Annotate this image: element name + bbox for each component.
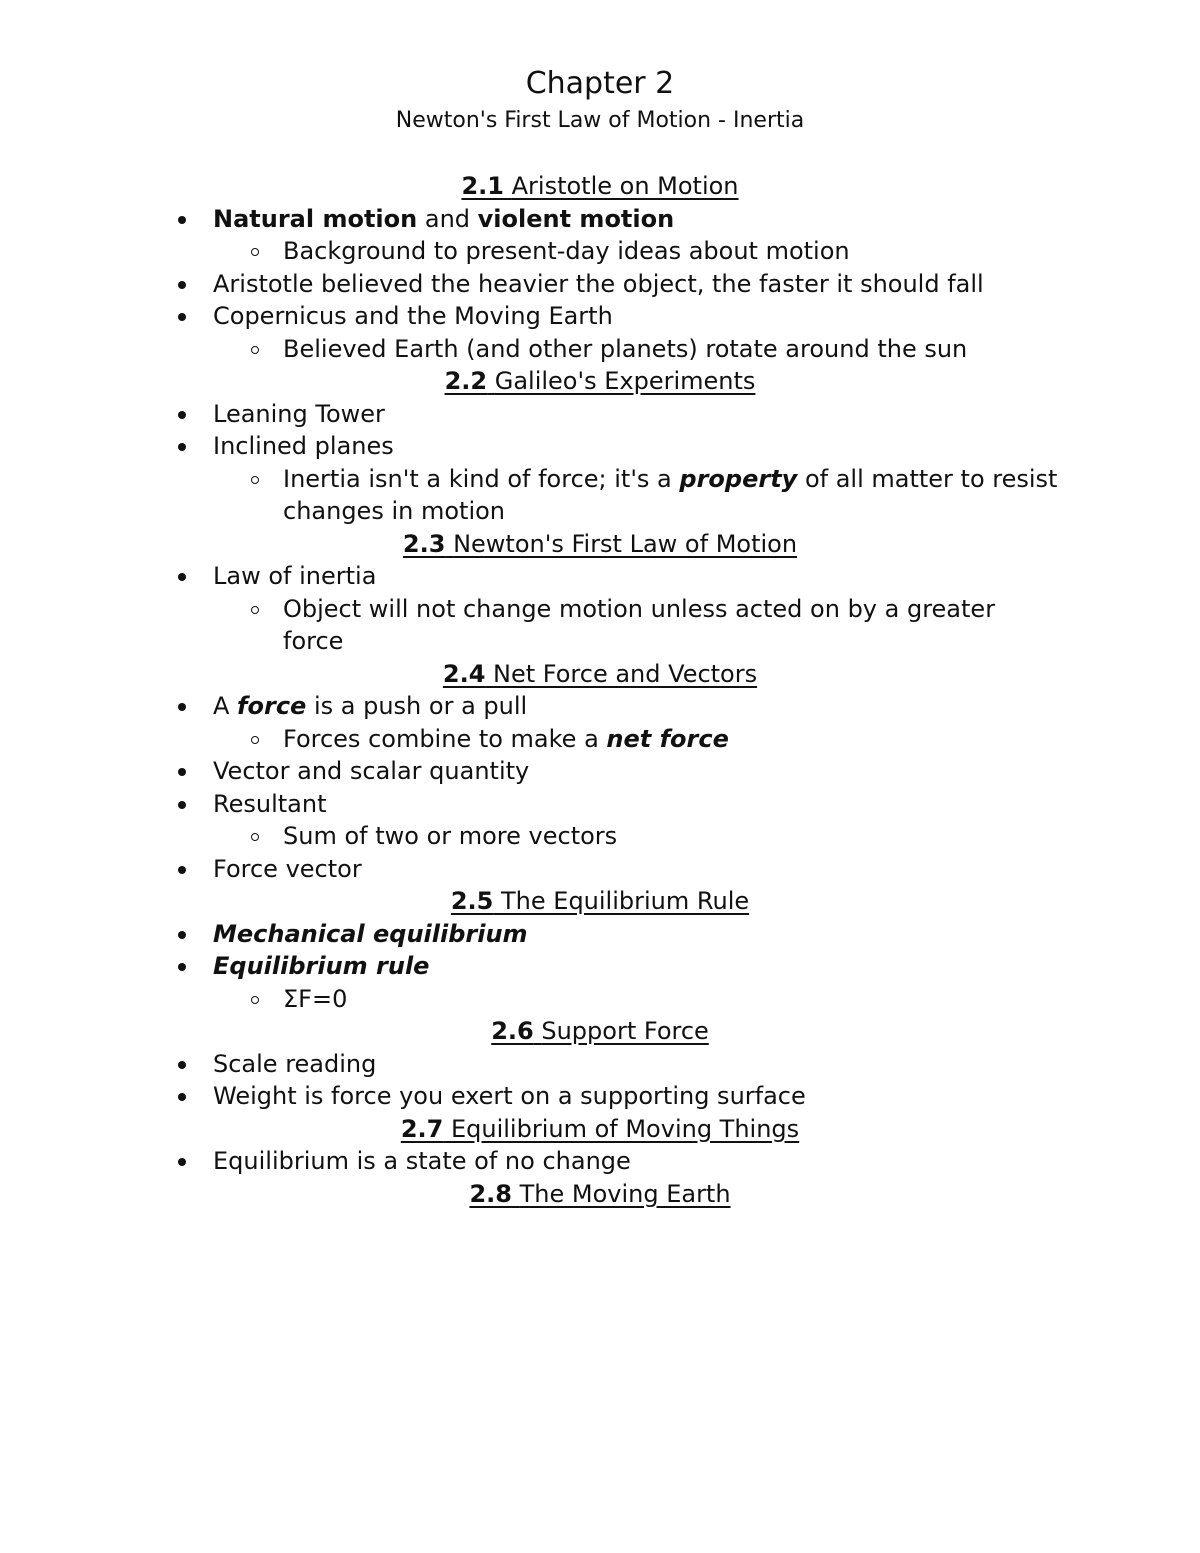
sub-list-item: ΣF=0	[0, 983, 1200, 1016]
list-item: Inclined planes	[0, 430, 1200, 463]
sub-list-item: Forces combine to make a net force	[0, 723, 1200, 756]
list-item: Law of inertia	[0, 560, 1200, 593]
list-item: Resultant	[0, 788, 1200, 821]
list-item: Force vector	[0, 853, 1200, 886]
sub-list-item-continuation: changes in motion	[283, 497, 505, 525]
section-heading: 2.8 The Moving Earth	[469, 1179, 731, 1208]
sub-list-item: Inertia isn't a kind of force; it's a property of all matter to resist	[0, 463, 1200, 496]
section-heading: 2.7 Equilibrium of Moving Things	[400, 1114, 800, 1143]
section-heading: 2.5 The Equilibrium Rule	[450, 887, 750, 915]
sub-list-item: Object will not change motion unless acted on by a greater	[0, 593, 1200, 626]
list-item: A force is a push or a pull	[0, 690, 1200, 723]
section-heading: 2.1 Aristotle on Motion	[461, 172, 739, 200]
sub-list-item: Believed Earth (and other planets) rotate around the sun	[0, 333, 1200, 366]
list-item: Vector and scalar quantity	[0, 755, 1200, 788]
sub-list-item-continuation: force	[283, 627, 344, 655]
list-item: Mechanical equilibrium	[0, 918, 1200, 951]
list-item: Weight is force you exert on a supporting surface	[0, 1080, 1200, 1113]
section-heading: 2.2 Galileo's Experiments	[444, 367, 756, 395]
section-heading: 2.4 Net Force and Vectors	[442, 659, 758, 688]
section-heading: 2.6 Support Force	[491, 1017, 709, 1045]
list-item: Copernicus and the Moving Earth	[0, 300, 1200, 333]
list-item: Equilibrium rule	[0, 950, 1200, 983]
list-item: Equilibrium is a state of no change	[0, 1145, 1200, 1178]
list-item: Leaning Tower	[0, 398, 1200, 431]
sub-list-item: Background to present-day ideas about motion	[0, 235, 1200, 268]
chapter-subtitle: Newton's First Law of Motion - Inertia	[395, 108, 805, 133]
sub-list-item: Sum of two or more vectors	[0, 820, 1200, 853]
section-heading: 2.3 Newton's First Law of Motion	[402, 529, 798, 558]
chapter-title: Chapter 2	[525, 66, 675, 101]
notes-content	[0, 170, 1200, 1210]
list-item: Natural motion and violent motion	[0, 203, 1200, 236]
list-item: Aristotle believed the heavier the object, the faster it should fall	[0, 268, 1200, 301]
list-item: Scale reading	[0, 1048, 1200, 1081]
